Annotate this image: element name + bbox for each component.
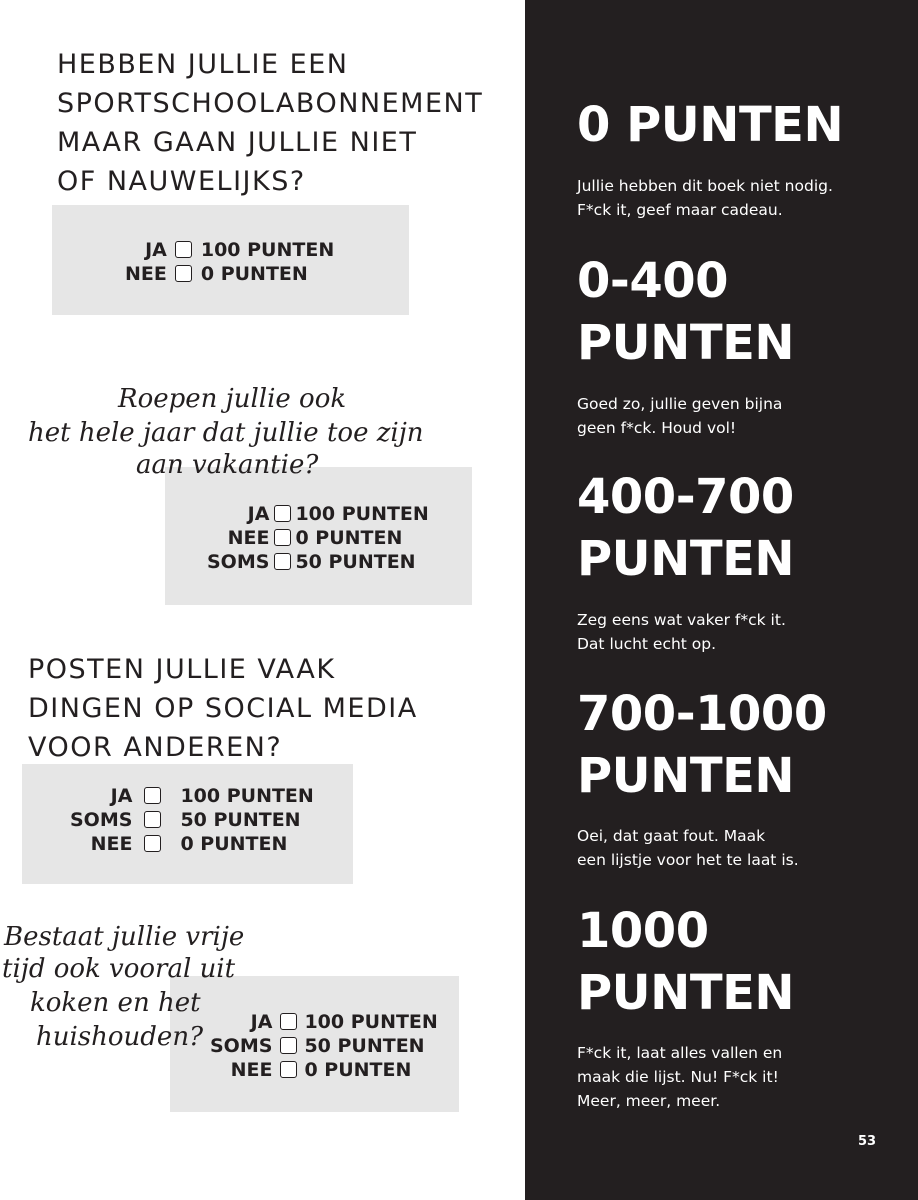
page-number: 53	[858, 1134, 877, 1149]
checkbox[interactable]	[280, 1013, 297, 1030]
option-label: SOMS	[210, 1035, 273, 1057]
score-title-3: 700-1000 PUNTEN	[577, 686, 827, 804]
option-row	[125, 238, 334, 262]
option-row	[210, 1034, 438, 1058]
option-label: NEE	[227, 527, 270, 549]
option-label: NEE	[125, 263, 167, 285]
option-row	[210, 1010, 438, 1034]
question-social-media: POSTEN JULLIE VAAK DINGEN OP SOCIAL MEDIA VOOR ANDEREN?	[28, 654, 418, 763]
checkbox[interactable]	[280, 1061, 297, 1078]
option-row	[125, 262, 334, 286]
option-label: SOMS	[207, 551, 270, 573]
answer-options-household	[210, 1010, 438, 1082]
answer-options-vacation	[207, 502, 429, 574]
score-text-0: Jullie hebben dit boek niet nodig. F*ck it, geef maar cadeau.	[577, 177, 833, 219]
option-points: 50 PUNTEN	[304, 1035, 425, 1057]
checkbox[interactable]	[175, 241, 192, 258]
answer-options-gym	[125, 238, 334, 286]
score-text-2: Zeg eens wat vaker f*ck it. Dat lucht echt op.	[577, 611, 786, 653]
option-points: 0 PUNTEN	[200, 263, 308, 285]
score-title-4: 1000 PUNTEN	[577, 903, 795, 1021]
score-text-1: Goed zo, jullie geven bijna geen f*ck. Houd vol!	[577, 395, 783, 437]
option-points: 100 PUNTEN	[200, 239, 335, 261]
score-title-2: 400-700 PUNTEN	[577, 469, 795, 587]
option-points: 50 PUNTEN	[180, 809, 301, 831]
option-label: JA	[110, 785, 133, 807]
option-label: JA	[247, 503, 270, 525]
option-label: NEE	[90, 833, 133, 855]
score-text-4: F*ck it, laat alles vallen en maak die lijst. Nu! F*ck it! Meer, meer, meer.	[577, 1044, 783, 1110]
answer-options-social-media	[70, 784, 314, 856]
option-points: 0 PUNTEN	[295, 527, 403, 549]
option-points: 100 PUNTEN	[304, 1011, 438, 1033]
option-row	[70, 808, 314, 832]
checkbox[interactable]	[274, 529, 291, 546]
option-label: JA	[250, 1011, 273, 1033]
option-points: 50 PUNTEN	[295, 551, 416, 573]
option-points: 0 PUNTEN	[180, 833, 288, 855]
option-points: 0 PUNTEN	[304, 1059, 412, 1081]
checkbox[interactable]	[274, 553, 291, 570]
option-label: SOMS	[70, 809, 133, 831]
option-points: 100 PUNTEN	[295, 503, 429, 525]
question-gym: HEBBEN JULLIE EEN SPORTSCHOOLABONNEMENT MAAR GAAN JULLIE NIET OF NAUWELIJKS?	[57, 49, 484, 197]
checkbox[interactable]	[144, 835, 161, 852]
option-row	[210, 1058, 438, 1082]
score-text-3: Oei, dat gaat fout. Maak een lijstje voor het te laat is.	[577, 827, 799, 869]
option-row	[207, 526, 429, 550]
option-row	[207, 502, 429, 526]
score-title-0: 0 PUNTEN	[577, 97, 844, 153]
option-points: 100 PUNTEN	[180, 785, 314, 807]
option-row	[70, 784, 314, 808]
option-label: NEE	[230, 1059, 273, 1081]
option-row	[207, 550, 429, 574]
option-row	[70, 832, 314, 856]
option-label: JA	[145, 239, 167, 261]
checkbox[interactable]	[280, 1037, 297, 1054]
checkbox[interactable]	[144, 787, 161, 804]
checkbox[interactable]	[175, 265, 192, 282]
score-title-1: 0-400 PUNTEN	[577, 253, 795, 371]
checkbox[interactable]	[274, 505, 291, 522]
checkbox[interactable]	[144, 811, 161, 828]
